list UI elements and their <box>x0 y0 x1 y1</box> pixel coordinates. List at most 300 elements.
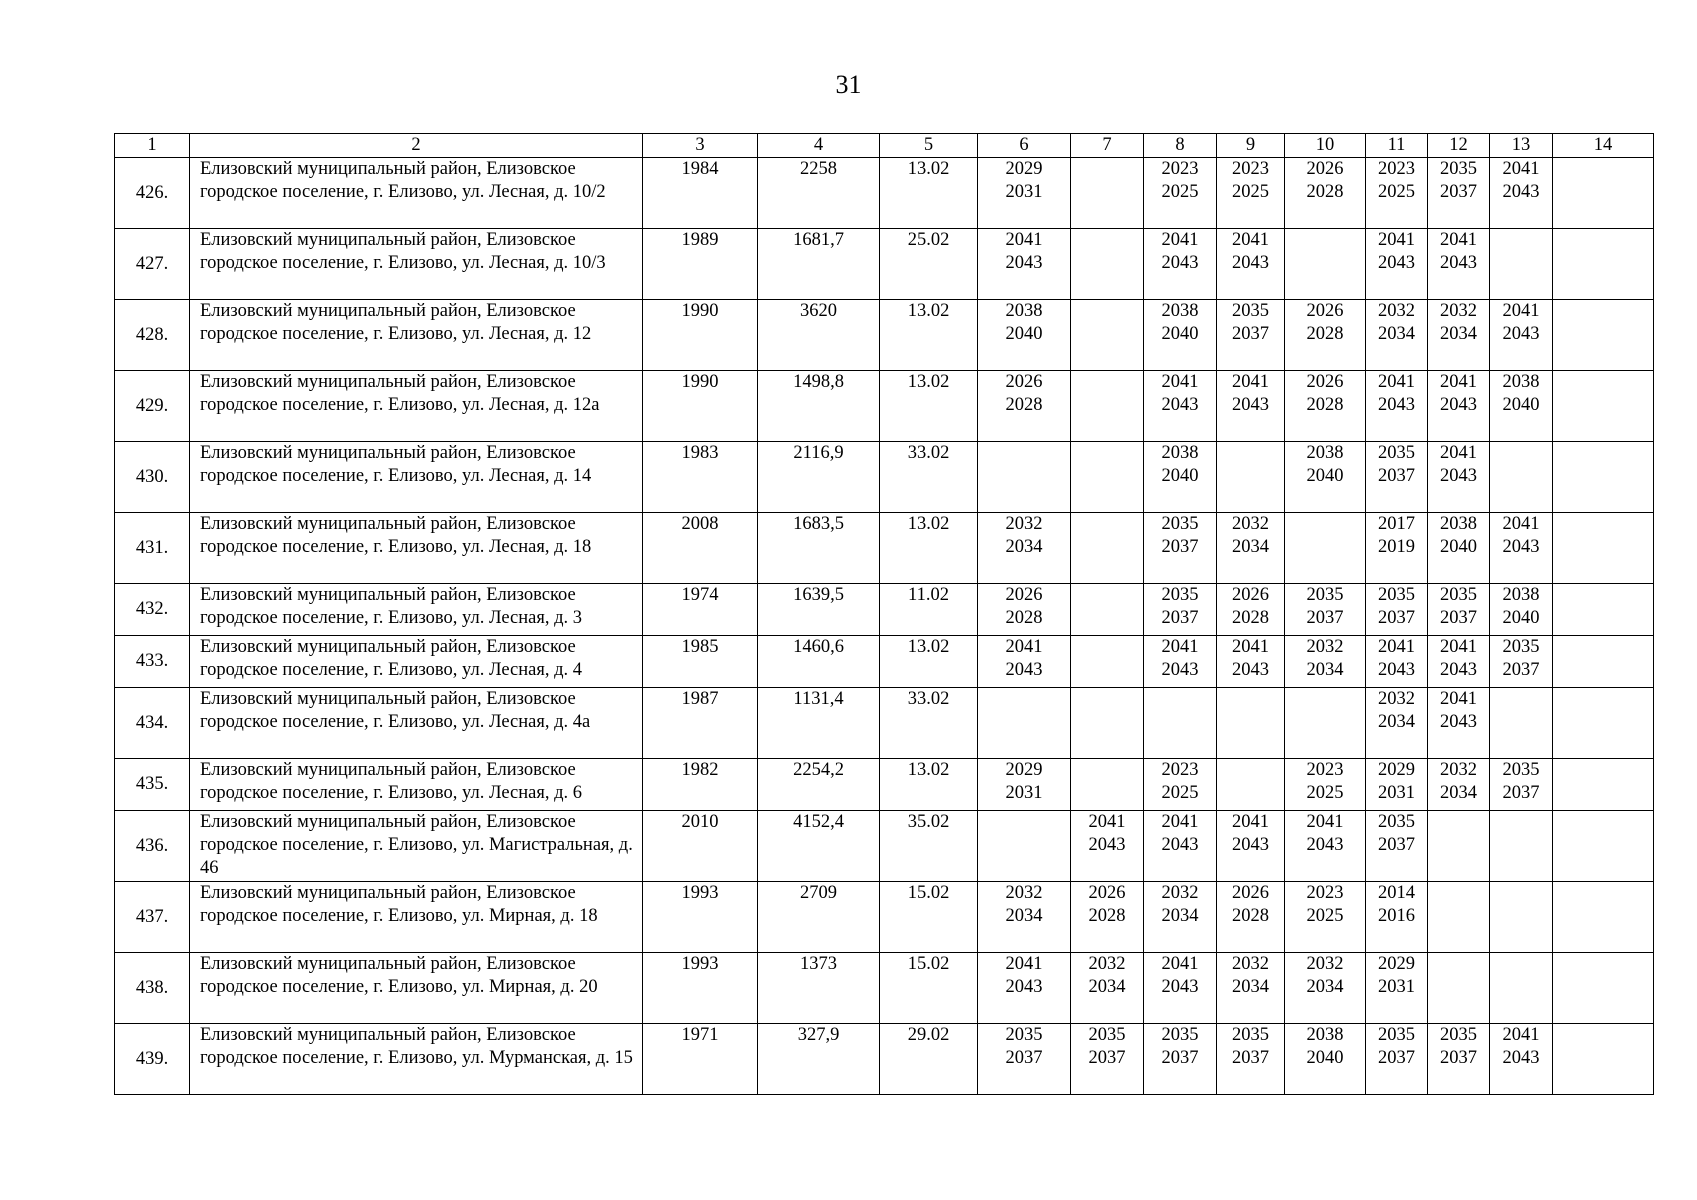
year-cell: 1993 <box>643 882 758 953</box>
column-header: 6 <box>978 134 1071 158</box>
period-cell-col-6 <box>978 1024 1071 1095</box>
period-cell-col-14 <box>1553 513 1654 584</box>
address-cell: Елизовский муниципальный район, Елизовское городское поселение, г. Елизово, ул. Лесная, д. 14 <box>190 442 643 513</box>
year-cell: 1984 <box>643 158 758 229</box>
period-year: 2043 <box>1005 660 1043 680</box>
table-row <box>115 371 1654 442</box>
period-cell-col-9 <box>1217 953 1285 1024</box>
period-cell-col-11 <box>1366 513 1428 584</box>
period-year: 2043 <box>1440 660 1477 680</box>
period-year: 2041 <box>1378 372 1415 392</box>
column-header: 1 <box>115 134 190 158</box>
period-year: 2041 <box>1005 637 1043 657</box>
row-number: 426. <box>115 158 190 229</box>
period-cell-col-12 <box>1428 300 1490 371</box>
period-cell-col-6 <box>978 513 1071 584</box>
code-cell: 13.02 <box>880 371 978 442</box>
period-year: 2043 <box>1232 660 1269 680</box>
period-cell-col-13 <box>1490 636 1553 688</box>
table-row <box>115 882 1654 953</box>
period-cell-col-6 <box>978 759 1071 811</box>
period-year: 2040 <box>1161 466 1199 486</box>
period-cell-col-9 <box>1217 1024 1285 1095</box>
period-cell-col-7 <box>1071 882 1144 953</box>
period-year: 2025 <box>1161 783 1199 803</box>
period-year: 2034 <box>1306 660 1344 680</box>
code-cell: 11.02 <box>880 584 978 636</box>
table-row <box>115 1024 1654 1095</box>
code-cell: 29.02 <box>880 1024 978 1095</box>
period-year: 2043 <box>1378 660 1415 680</box>
period-year: 2026 <box>1088 883 1126 903</box>
period-cell-col-13 <box>1490 300 1553 371</box>
period-year: 2028 <box>1306 324 1344 344</box>
period-cell-col-13 <box>1490 513 1553 584</box>
period-cell-col-12 <box>1428 882 1490 953</box>
row-number: 432. <box>115 584 190 636</box>
period-year: 2041 <box>1440 372 1477 392</box>
period-year: 2017 <box>1378 514 1415 534</box>
period-cell-col-13 <box>1490 229 1553 300</box>
table-header-row <box>115 134 1654 158</box>
period-cell-col-7 <box>1071 300 1144 371</box>
period-cell-col-13 <box>1490 584 1553 636</box>
address-cell: Елизовский муниципальный район, Елизовское городское поселение, г. Елизово, ул. Лесная, д. 10/3 <box>190 229 643 300</box>
period-year: 2035 <box>1440 1025 1477 1045</box>
period-year: 2034 <box>1232 977 1269 997</box>
period-year: 2028 <box>1232 608 1269 628</box>
period-year: 2025 <box>1161 182 1199 202</box>
period-cell-col-7 <box>1071 371 1144 442</box>
period-year: 2026 <box>1306 301 1344 321</box>
column-header: 4 <box>758 134 880 158</box>
period-cell-col-9 <box>1217 811 1285 882</box>
period-cell-col-8 <box>1144 811 1217 882</box>
table-row <box>115 688 1654 759</box>
period-year: 2034 <box>1161 906 1199 926</box>
period-year: 2038 <box>1161 443 1199 463</box>
period-cell-col-9 <box>1217 636 1285 688</box>
column-header: 13 <box>1490 134 1553 158</box>
page-number: 31 <box>835 70 862 99</box>
table-row <box>115 442 1654 513</box>
period-year: 2014 <box>1378 883 1415 903</box>
period-year: 2041 <box>1005 954 1043 974</box>
address-cell: Елизовский муниципальный район, Елизовское городское поселение, г. Елизово, ул. Лесная, д. 12 <box>190 300 643 371</box>
period-cell-col-7 <box>1071 584 1144 636</box>
table-row <box>115 158 1654 229</box>
period-year: 2028 <box>1306 182 1344 202</box>
row-number: 433. <box>115 636 190 688</box>
table-row <box>115 953 1654 1024</box>
code-cell: 13.02 <box>880 300 978 371</box>
period-cell-col-11 <box>1366 882 1428 953</box>
address-cell: Елизовский муниципальный район, Елизовское городское поселение, г. Елизово, ул. Лесная, д. 3 <box>190 584 643 636</box>
period-year: 2032 <box>1378 301 1415 321</box>
period-year: 2023 <box>1378 159 1415 179</box>
period-year: 2037 <box>1088 1048 1126 1068</box>
area-cell: 3620 <box>758 300 880 371</box>
period-cell-col-7 <box>1071 636 1144 688</box>
year-cell: 1990 <box>643 371 758 442</box>
year-cell: 1989 <box>643 229 758 300</box>
housing-register-table <box>114 133 1654 1095</box>
row-number: 438. <box>115 953 190 1024</box>
period-year: 2028 <box>1005 608 1043 628</box>
period-year: 2041 <box>1378 637 1415 657</box>
area-cell: 327,9 <box>758 1024 880 1095</box>
period-cell-col-12 <box>1428 584 1490 636</box>
period-year: 2028 <box>1005 395 1043 415</box>
area-cell: 1683,5 <box>758 513 880 584</box>
period-cell-col-10 <box>1285 158 1366 229</box>
period-year: 2041 <box>1005 230 1043 250</box>
period-cell-col-10 <box>1285 584 1366 636</box>
period-year: 2043 <box>1161 395 1199 415</box>
period-year: 2029 <box>1378 760 1415 780</box>
period-year: 2026 <box>1306 372 1344 392</box>
period-cell-col-14 <box>1553 811 1654 882</box>
column-header: 5 <box>880 134 978 158</box>
table-row <box>115 229 1654 300</box>
period-year: 2032 <box>1005 883 1043 903</box>
period-year: 2034 <box>1440 324 1477 344</box>
period-cell-col-13 <box>1490 1024 1553 1095</box>
period-cell-col-13 <box>1490 882 1553 953</box>
period-year: 2037 <box>1161 1048 1199 1068</box>
period-cell-col-10 <box>1285 371 1366 442</box>
address-cell: Елизовский муниципальный район, Елизовское городское поселение, г. Елизово, ул. Мурманская, д. 15 <box>190 1024 643 1095</box>
period-year: 2038 <box>1502 372 1540 392</box>
area-cell: 2254,2 <box>758 759 880 811</box>
period-cell-col-13 <box>1490 158 1553 229</box>
period-cell-col-8 <box>1144 371 1217 442</box>
period-cell-col-13 <box>1490 442 1553 513</box>
address-cell: Елизовский муниципальный район, Елизовское городское поселение, г. Елизово, ул. Мирная, д. 20 <box>190 953 643 1024</box>
period-year: 2035 <box>1306 585 1344 605</box>
address-cell: Елизовский муниципальный район, Елизовское городское поселение, г. Елизово, ул. Лесная, д. 4 <box>190 636 643 688</box>
year-cell: 1987 <box>643 688 758 759</box>
period-cell-col-8 <box>1144 229 1217 300</box>
period-year: 2023 <box>1161 760 1199 780</box>
period-cell-col-10 <box>1285 953 1366 1024</box>
period-year: 2035 <box>1161 514 1199 534</box>
period-cell-col-7 <box>1071 811 1144 882</box>
period-year: 2026 <box>1005 372 1043 392</box>
period-cell-col-6 <box>978 229 1071 300</box>
period-cell-col-10 <box>1285 1024 1366 1095</box>
period-cell-col-9 <box>1217 229 1285 300</box>
area-cell: 4152,4 <box>758 811 880 882</box>
period-year: 2034 <box>1378 712 1415 732</box>
period-year: 2040 <box>1502 608 1540 628</box>
period-year: 2037 <box>1161 608 1199 628</box>
period-year: 2035 <box>1161 585 1199 605</box>
period-year: 2041 <box>1088 812 1126 832</box>
area-cell: 2709 <box>758 882 880 953</box>
period-cell-col-11 <box>1366 636 1428 688</box>
row-number: 437. <box>115 882 190 953</box>
period-year: 2037 <box>1440 608 1477 628</box>
period-year: 2029 <box>1378 954 1415 974</box>
period-cell-col-6 <box>978 371 1071 442</box>
period-year: 2043 <box>1440 253 1477 273</box>
period-cell-col-6 <box>978 953 1071 1024</box>
table-row <box>115 513 1654 584</box>
period-cell-col-11 <box>1366 759 1428 811</box>
period-cell-col-6 <box>978 882 1071 953</box>
period-year: 2031 <box>1378 977 1415 997</box>
period-year: 2034 <box>1306 977 1344 997</box>
code-cell: 13.02 <box>880 513 978 584</box>
period-cell-col-12 <box>1428 759 1490 811</box>
period-year: 2035 <box>1440 159 1477 179</box>
period-cell-col-13 <box>1490 953 1553 1024</box>
period-year: 2041 <box>1502 301 1540 321</box>
period-year: 2028 <box>1232 906 1269 926</box>
period-year: 2043 <box>1502 324 1540 344</box>
period-cell-col-14 <box>1553 158 1654 229</box>
row-number: 427. <box>115 229 190 300</box>
period-year: 2032 <box>1306 954 1344 974</box>
period-cell-col-9 <box>1217 882 1285 953</box>
area-cell: 1498,8 <box>758 371 880 442</box>
row-number: 435. <box>115 759 190 811</box>
period-year: 2025 <box>1378 182 1415 202</box>
period-cell-col-10 <box>1285 882 1366 953</box>
period-year: 2034 <box>1088 977 1126 997</box>
period-cell-col-9 <box>1217 688 1285 759</box>
period-cell-col-12 <box>1428 1024 1490 1095</box>
period-year: 2035 <box>1378 585 1415 605</box>
period-cell-col-6 <box>978 300 1071 371</box>
period-cell-col-14 <box>1553 371 1654 442</box>
row-number: 428. <box>115 300 190 371</box>
period-year: 2025 <box>1232 182 1269 202</box>
period-cell-col-12 <box>1428 636 1490 688</box>
period-cell-col-11 <box>1366 442 1428 513</box>
period-cell-col-11 <box>1366 811 1428 882</box>
period-year: 2032 <box>1005 514 1043 534</box>
period-cell-col-7 <box>1071 513 1144 584</box>
table-row <box>115 811 1654 882</box>
year-cell: 1974 <box>643 584 758 636</box>
period-year: 2043 <box>1502 537 1540 557</box>
period-year: 2041 <box>1502 1025 1540 1045</box>
period-cell-col-8 <box>1144 442 1217 513</box>
period-cell-col-6 <box>978 442 1071 513</box>
period-cell-col-14 <box>1553 229 1654 300</box>
period-cell-col-14 <box>1553 953 1654 1024</box>
period-year: 2034 <box>1005 537 1043 557</box>
period-year: 2043 <box>1378 395 1415 415</box>
period-cell-col-9 <box>1217 584 1285 636</box>
period-year: 2037 <box>1378 1048 1415 1068</box>
period-year: 2041 <box>1232 812 1269 832</box>
period-year: 2041 <box>1440 689 1477 709</box>
period-cell-col-13 <box>1490 811 1553 882</box>
period-year: 2041 <box>1232 637 1269 657</box>
period-cell-col-12 <box>1428 158 1490 229</box>
period-year: 2043 <box>1161 253 1199 273</box>
period-cell-col-8 <box>1144 953 1217 1024</box>
column-header: 14 <box>1553 134 1654 158</box>
period-cell-col-12 <box>1428 953 1490 1024</box>
period-cell-col-7 <box>1071 688 1144 759</box>
period-year: 2041 <box>1502 159 1540 179</box>
period-year: 2028 <box>1306 395 1344 415</box>
period-cell-col-7 <box>1071 1024 1144 1095</box>
period-cell-col-10 <box>1285 811 1366 882</box>
period-year: 2034 <box>1232 537 1269 557</box>
period-year: 2043 <box>1232 835 1269 855</box>
period-year: 2032 <box>1232 954 1269 974</box>
period-cell-col-11 <box>1366 1024 1428 1095</box>
period-year: 2035 <box>1440 585 1477 605</box>
period-cell-col-6 <box>978 811 1071 882</box>
column-header: 9 <box>1217 134 1285 158</box>
period-cell-col-9 <box>1217 300 1285 371</box>
address-cell: Елизовский муниципальный район, Елизовское городское поселение, г. Елизово, ул. Лесная, д. 12а <box>190 371 643 442</box>
period-year: 2035 <box>1005 1025 1043 1045</box>
area-cell: 1681,7 <box>758 229 880 300</box>
period-year: 2041 <box>1161 954 1199 974</box>
period-year: 2032 <box>1306 637 1344 657</box>
period-year: 2035 <box>1232 301 1269 321</box>
period-cell-col-10 <box>1285 229 1366 300</box>
period-year: 2031 <box>1378 783 1415 803</box>
period-year: 2043 <box>1005 253 1043 273</box>
year-cell: 1983 <box>643 442 758 513</box>
area-cell: 1131,4 <box>758 688 880 759</box>
period-year: 2037 <box>1502 660 1540 680</box>
period-cell-col-12 <box>1428 688 1490 759</box>
period-year: 2037 <box>1161 537 1199 557</box>
period-year: 2031 <box>1005 783 1043 803</box>
address-cell: Елизовский муниципальный район, Елизовское городское поселение, г. Елизово, ул. Мирная, д. 18 <box>190 882 643 953</box>
period-cell-col-11 <box>1366 584 1428 636</box>
period-year: 2019 <box>1378 537 1415 557</box>
period-cell-col-6 <box>978 584 1071 636</box>
period-year: 2043 <box>1005 977 1043 997</box>
period-cell-col-12 <box>1428 229 1490 300</box>
period-cell-col-8 <box>1144 513 1217 584</box>
column-header: 11 <box>1366 134 1428 158</box>
code-cell: 15.02 <box>880 953 978 1024</box>
year-cell: 2008 <box>643 513 758 584</box>
area-cell: 1639,5 <box>758 584 880 636</box>
period-year: 2035 <box>1232 1025 1269 1045</box>
period-year: 2026 <box>1005 585 1043 605</box>
period-cell-col-11 <box>1366 158 1428 229</box>
period-year: 2041 <box>1378 230 1415 250</box>
code-cell: 13.02 <box>880 636 978 688</box>
period-year: 2043 <box>1232 253 1269 273</box>
period-cell-col-13 <box>1490 688 1553 759</box>
period-year: 2037 <box>1232 1048 1269 1068</box>
address-cell: Елизовский муниципальный район, Елизовское городское поселение, г. Елизово, ул. Лесная, д. 4а <box>190 688 643 759</box>
period-year: 2041 <box>1232 372 1269 392</box>
period-year: 2037 <box>1378 835 1415 855</box>
period-year: 2043 <box>1232 395 1269 415</box>
area-cell: 1460,6 <box>758 636 880 688</box>
period-year: 2035 <box>1161 1025 1199 1045</box>
period-year: 2041 <box>1440 637 1477 657</box>
period-cell-col-14 <box>1553 584 1654 636</box>
year-cell: 1971 <box>643 1024 758 1095</box>
code-cell: 15.02 <box>880 882 978 953</box>
period-year: 2026 <box>1306 159 1344 179</box>
period-year: 2043 <box>1440 712 1477 732</box>
period-cell-col-10 <box>1285 759 1366 811</box>
period-year: 2041 <box>1306 812 1344 832</box>
period-year: 2041 <box>1502 514 1540 534</box>
period-year: 2029 <box>1005 760 1043 780</box>
period-year: 2035 <box>1378 443 1415 463</box>
period-cell-col-7 <box>1071 953 1144 1024</box>
period-cell-col-14 <box>1553 1024 1654 1095</box>
period-cell-col-9 <box>1217 158 1285 229</box>
period-year: 2040 <box>1306 1048 1344 1068</box>
period-cell-col-14 <box>1553 442 1654 513</box>
period-year: 2043 <box>1502 1048 1540 1068</box>
column-header: 2 <box>190 134 643 158</box>
table-row <box>115 759 1654 811</box>
period-year: 2026 <box>1232 883 1269 903</box>
code-cell: 25.02 <box>880 229 978 300</box>
row-number: 436. <box>115 811 190 882</box>
period-cell-col-8 <box>1144 882 1217 953</box>
period-year: 2043 <box>1161 835 1199 855</box>
address-cell: Елизовский муниципальный район, Елизовское городское поселение, г. Елизово, ул. Магистральная, д. 46 <box>190 811 643 882</box>
column-header: 10 <box>1285 134 1366 158</box>
period-year: 2043 <box>1440 466 1477 486</box>
period-year: 2041 <box>1232 230 1269 250</box>
period-year: 2040 <box>1161 324 1199 344</box>
period-cell-col-9 <box>1217 371 1285 442</box>
code-cell: 13.02 <box>880 158 978 229</box>
period-year: 2035 <box>1088 1025 1126 1045</box>
column-header: 3 <box>643 134 758 158</box>
period-cell-col-12 <box>1428 513 1490 584</box>
period-year: 2038 <box>1005 301 1043 321</box>
code-cell: 33.02 <box>880 688 978 759</box>
period-cell-col-10 <box>1285 300 1366 371</box>
period-cell-col-7 <box>1071 759 1144 811</box>
table-body <box>115 158 1654 1095</box>
period-cell-col-7 <box>1071 442 1144 513</box>
period-year: 2043 <box>1306 835 1344 855</box>
period-year: 2041 <box>1440 230 1477 250</box>
period-year: 2041 <box>1161 812 1199 832</box>
period-year: 2037 <box>1378 466 1415 486</box>
period-cell-col-6 <box>978 158 1071 229</box>
period-cell-col-7 <box>1071 158 1144 229</box>
period-year: 2037 <box>1440 182 1477 202</box>
period-year: 2040 <box>1005 324 1043 344</box>
period-year: 2028 <box>1088 906 1126 926</box>
period-year: 2032 <box>1232 514 1269 534</box>
period-year: 2034 <box>1440 783 1477 803</box>
area-cell: 2258 <box>758 158 880 229</box>
row-number: 431. <box>115 513 190 584</box>
column-header: 8 <box>1144 134 1217 158</box>
period-cell-col-12 <box>1428 811 1490 882</box>
period-cell-col-9 <box>1217 513 1285 584</box>
period-cell-col-8 <box>1144 759 1217 811</box>
period-year: 2034 <box>1378 324 1415 344</box>
period-cell-col-14 <box>1553 300 1654 371</box>
